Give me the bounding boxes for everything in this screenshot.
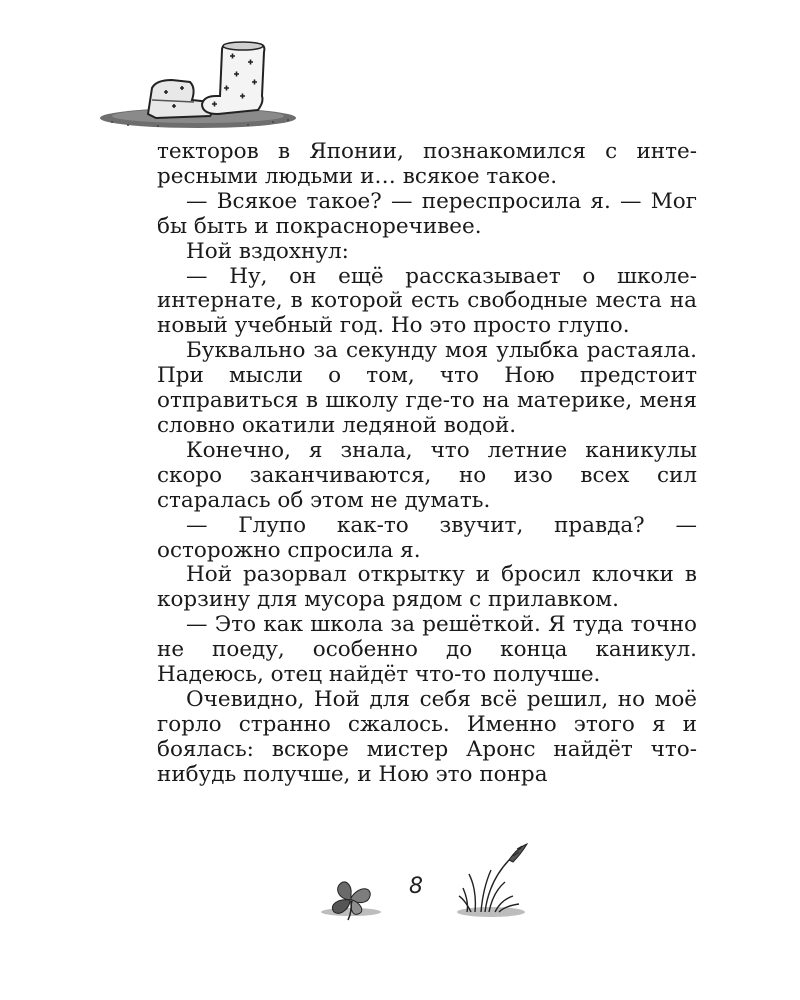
page-number: 8: [409, 874, 423, 899]
paragraph: Ной разорвал открытку и бросил клочки в корзину для мусора рядом с прилавком.: [157, 562, 697, 613]
clover-icon: [318, 870, 384, 926]
paragraph: Конечно, я знала, что летние каникулы скоро заканчиваются, но изо всех сил старалась об этом не думать.: [157, 437, 697, 513]
paragraph: Ной вздохнул:: [186, 238, 349, 264]
paragraph: — Это как школа за решёткой. Я туда точно не поеду, особенно до конца каникул. Надеюсь, отец найдёт что-то получше.: [157, 612, 697, 688]
page-footer: [0, 840, 800, 930]
paragraph: Буквально за секунду моя улыбка растаяла. При мысли о том, что Ною предстоит отправиться в школу где-то на материке, меня словно окатили ледяной водой.: [157, 338, 697, 438]
paragraph: Очевидно, Ной для себя всё решил, но моё горло странно сжалось. Именно этого я и боялась: вскоре мистер Аронс найдёт что-нибудь получше, и Ною это понра: [157, 686, 697, 787]
rain-boots-icon: [98, 40, 298, 132]
paragraph: текторов в Японии, познакомился с интересными людьми и… всякое такое.: [157, 139, 697, 189]
grass-icon: [455, 840, 535, 920]
paragraph: — Глупо как-то звучит, правда? — осторожно спросила я.: [157, 512, 697, 563]
body-text: [157, 140, 697, 788]
paragraph: — Ну, он ещё рассказывает о школе-интернате, в которой есть свободные места на новый учебный год. Но это просто глупо.: [157, 263, 697, 339]
paragraph: — Всякое такое? — переспросила я. — Мог бы быть и покрасноречивее.: [157, 188, 697, 239]
